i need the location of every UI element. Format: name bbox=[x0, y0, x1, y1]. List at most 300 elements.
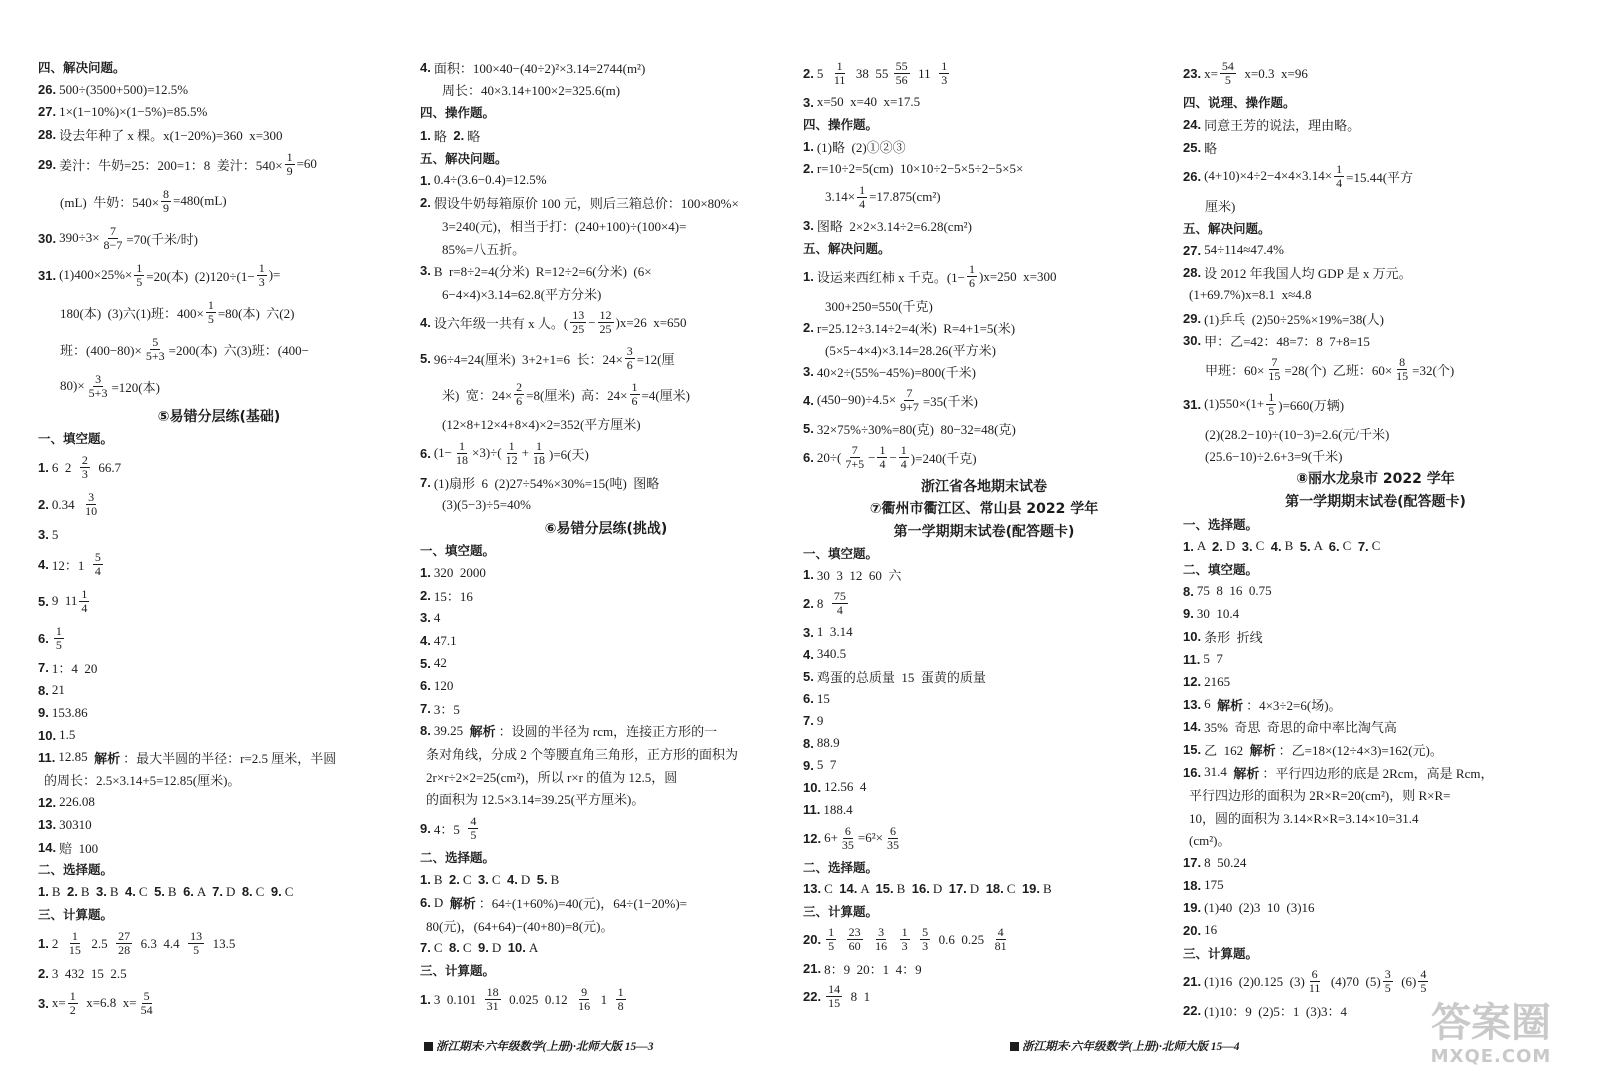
fraction bbox=[188, 930, 204, 957]
answer-text: 9 bbox=[51, 593, 65, 609]
fraction bbox=[485, 986, 501, 1013]
answer-text: =200(本) 六(3)班：(400− bbox=[168, 342, 309, 358]
fraction bbox=[531, 440, 547, 467]
answer-text: 1×(1−10%)×(1−5%)=85.5% bbox=[59, 103, 208, 119]
answer-line bbox=[1183, 783, 1568, 806]
item-number: 8. bbox=[803, 735, 814, 751]
item-number: 2. bbox=[803, 596, 814, 611]
fraction-numerator: 3 bbox=[1384, 967, 1391, 982]
answer-column bbox=[803, 56, 1165, 1014]
answer-line bbox=[803, 957, 1165, 979]
answer-text: C bbox=[433, 939, 450, 955]
answer-line bbox=[1183, 806, 1568, 829]
fraction bbox=[877, 444, 887, 471]
answer-line bbox=[38, 546, 400, 583]
answer-text: x=0.3 x=96 bbox=[1237, 65, 1308, 81]
bold-label: 18. bbox=[985, 881, 1004, 897]
fraction-denominator: 31 bbox=[486, 999, 499, 1014]
fraction bbox=[899, 444, 909, 471]
answer-line bbox=[1183, 874, 1568, 897]
answer-text: (3)(5−3)÷5=40% bbox=[442, 497, 531, 513]
answer-line bbox=[803, 418, 1165, 440]
answer-line bbox=[38, 368, 400, 405]
fraction-denominator: 5 bbox=[828, 939, 835, 954]
answer-line bbox=[803, 180, 1165, 215]
answer-line bbox=[38, 925, 400, 962]
fraction-numerator: 14 bbox=[828, 982, 841, 997]
fraction bbox=[1266, 356, 1282, 383]
section-heading: 四、解决问题。 bbox=[38, 60, 126, 76]
fraction-denominator: 7+5 bbox=[845, 457, 865, 472]
answer-column bbox=[38, 56, 400, 1022]
answer-line bbox=[1183, 580, 1568, 603]
fraction-denominator: 3 bbox=[901, 939, 908, 954]
answer-line bbox=[38, 724, 400, 746]
fraction bbox=[630, 381, 640, 408]
answer-text: 假设牛奶每箱原价 100 元，则后三箱总价：100×80%× bbox=[433, 196, 739, 212]
answer-text: (1)550×(1+ bbox=[1204, 396, 1265, 412]
answer-line bbox=[38, 183, 400, 220]
item-number: 3. bbox=[420, 610, 431, 626]
item-number: 7. bbox=[38, 660, 49, 676]
answer-text: A bbox=[1313, 538, 1329, 554]
answer-line bbox=[420, 629, 792, 652]
answer-line bbox=[1183, 535, 1568, 558]
fraction-denominator: 5 bbox=[1224, 73, 1231, 87]
bold-label: 17. bbox=[948, 881, 967, 897]
answer-text: D bbox=[225, 883, 242, 899]
section-heading: 一、选择题。 bbox=[1183, 516, 1259, 532]
answer-text: 153.86 bbox=[51, 704, 88, 720]
page-footer bbox=[424, 1038, 654, 1054]
answer-line bbox=[803, 316, 1165, 338]
item-number: 13. bbox=[803, 881, 822, 897]
fraction bbox=[1383, 968, 1393, 995]
item-number: 9. bbox=[1183, 606, 1194, 622]
footer-marker bbox=[1010, 1042, 1019, 1051]
answer-line bbox=[38, 679, 400, 701]
answer-text: 30 3 12 60 六 bbox=[816, 568, 902, 584]
bold-label: 5. bbox=[154, 884, 165, 900]
item-number: 18. bbox=[1183, 877, 1202, 893]
fraction-denominator: 3 bbox=[81, 467, 88, 482]
answer-text: B bbox=[896, 880, 912, 896]
item-number: 3. bbox=[803, 364, 814, 380]
item-number: 9. bbox=[803, 757, 814, 773]
fraction-denominator: 4 bbox=[1336, 175, 1343, 190]
fraction bbox=[1307, 968, 1323, 995]
fraction-numerator: 1 bbox=[258, 260, 265, 275]
answer-text: 96÷4=24(厘米) 3+2+1=6 长：24× bbox=[433, 352, 623, 368]
fraction bbox=[161, 188, 171, 215]
fraction bbox=[139, 990, 155, 1017]
bold-label: 4. bbox=[1270, 538, 1282, 554]
fraction bbox=[993, 926, 1009, 953]
answer-text: 42 bbox=[433, 655, 447, 671]
fraction bbox=[54, 625, 64, 652]
answer-line bbox=[420, 810, 792, 846]
answer-text: 10，圆的面积为 3.14×R×R=3.14×10=31.4 bbox=[1189, 810, 1419, 826]
answer-text: ：乙=18×(12÷4×3)=162(元)。 bbox=[1278, 743, 1443, 759]
answer-line bbox=[38, 257, 400, 294]
section-heading: 三、计算题。 bbox=[38, 907, 114, 923]
fraction-numerator: 4 bbox=[1420, 967, 1427, 982]
item-number: 11. bbox=[38, 749, 56, 765]
answer-line bbox=[38, 486, 400, 523]
answer-line bbox=[1183, 329, 1568, 352]
fraction-numerator: 5 bbox=[143, 988, 150, 1003]
answer-text: B bbox=[51, 883, 68, 899]
answer-text: 4：5 bbox=[433, 821, 467, 837]
answer-line bbox=[1183, 603, 1568, 626]
answer-text: 80)× bbox=[60, 378, 85, 394]
answer-text: )=660(万辆) bbox=[1278, 397, 1345, 413]
bold-label: 解析 bbox=[449, 896, 476, 912]
answer-line bbox=[803, 878, 1165, 900]
item-number: 12. bbox=[803, 830, 822, 846]
answer-line bbox=[1183, 422, 1568, 445]
item-number: 30. bbox=[1183, 333, 1202, 349]
answer-text: ：64÷(1+60%)=40(元)，64÷(1−20%)= bbox=[478, 896, 687, 912]
answer-text: 21 bbox=[51, 682, 65, 698]
item-number: 4. bbox=[803, 646, 814, 662]
answer-text: 40×2÷(55%−45%)=800(千米) bbox=[816, 365, 976, 381]
answer-line bbox=[1183, 239, 1568, 262]
fraction-denominator: 6 bbox=[626, 358, 633, 373]
fraction-numerator: 12 bbox=[599, 308, 612, 323]
answer-line bbox=[420, 765, 792, 788]
item-number: 1. bbox=[38, 884, 49, 900]
answer-text: 6 bbox=[1204, 696, 1218, 712]
answer-text: =17.875(cm²) bbox=[869, 189, 941, 205]
section-title: 第一学期期末试卷(配答题卡) bbox=[1285, 494, 1466, 511]
fraction-numerator: 1 bbox=[1268, 389, 1275, 404]
fraction bbox=[826, 926, 836, 953]
answer-text: (1)16 (2)0.125 (3) bbox=[1204, 973, 1305, 989]
item-number: 5. bbox=[420, 655, 431, 671]
section-heading: 二、填空题。 bbox=[1183, 561, 1259, 577]
bold-label: 14. bbox=[839, 881, 858, 897]
item-number: 3. bbox=[803, 624, 814, 640]
item-number: 25. bbox=[1183, 139, 1202, 155]
fraction-denominator: 8−7 bbox=[103, 237, 123, 252]
fraction-numerator: 1 bbox=[901, 925, 908, 940]
answer-text: (1− bbox=[433, 445, 453, 461]
answer-text: 3.14× bbox=[825, 189, 856, 205]
answer-text: 1 3.14 bbox=[816, 624, 853, 640]
answer-text: D bbox=[520, 871, 537, 887]
answer-line bbox=[38, 620, 400, 657]
watermark-logo-text: 答案圈 bbox=[1431, 1000, 1551, 1046]
answer-line bbox=[420, 124, 792, 147]
answer-text: )x=26 x=650 bbox=[615, 314, 687, 330]
item-number: 28. bbox=[1183, 265, 1202, 281]
item-number: 12. bbox=[1183, 674, 1202, 690]
fraction-numerator: 1 bbox=[1336, 161, 1343, 176]
fraction-numerator: 13 bbox=[190, 929, 203, 944]
answer-text: 甲：乙=42：48=7：8 7+8=15 bbox=[1204, 334, 1370, 350]
answer-text: =60 bbox=[296, 156, 317, 172]
answer-text: =70(千米/时) bbox=[126, 231, 198, 247]
fraction-denominator: 60 bbox=[848, 939, 861, 954]
answer-text: ：设圆的半径为 rcm，连接正方形的一 bbox=[498, 724, 718, 740]
item-number: 2. bbox=[803, 161, 814, 177]
bold-label: 10. bbox=[507, 940, 526, 956]
fraction bbox=[625, 345, 635, 372]
item-number: 5. bbox=[38, 593, 49, 609]
item-number: 10. bbox=[38, 727, 57, 743]
item-number: 10. bbox=[803, 779, 822, 795]
item-number: 4. bbox=[420, 315, 431, 331]
answer-text: 1：4 20 bbox=[51, 661, 98, 677]
item-number: 20. bbox=[1183, 922, 1202, 938]
answer-text: 米) 宽：24× bbox=[442, 388, 513, 404]
answer-text: B bbox=[1284, 538, 1300, 554]
item-number: 7. bbox=[420, 700, 431, 716]
answer-line bbox=[38, 101, 400, 123]
answer-text: 32×75%÷30%=80(克) 80−32=48(克) bbox=[816, 422, 1016, 438]
answer-line bbox=[420, 377, 792, 413]
bold-label: 8. bbox=[449, 940, 460, 956]
fraction-denominator: 3 bbox=[258, 274, 265, 289]
item-number: 15. bbox=[1183, 742, 1202, 758]
answer-text: 80(元)，(64+64)−(40+80)=8(元)。 bbox=[426, 918, 614, 934]
fraction-denominator: 15 bbox=[1396, 368, 1409, 383]
answer-text: (6) bbox=[1394, 973, 1417, 989]
fraction-denominator: 5 bbox=[470, 827, 477, 842]
answer-line bbox=[420, 720, 792, 743]
fraction bbox=[504, 440, 520, 467]
bold-label: 解析 bbox=[1217, 697, 1244, 713]
fraction bbox=[454, 440, 470, 467]
fraction-numerator: 1 bbox=[879, 443, 886, 458]
bold-label: 2. bbox=[67, 884, 78, 900]
fraction-denominator: 9+7 bbox=[900, 399, 919, 414]
answer-line bbox=[420, 674, 792, 697]
answer-text: 0.34 bbox=[51, 496, 82, 512]
bold-label: 3. bbox=[478, 872, 489, 888]
answer-text: 300+250=550(千克) bbox=[825, 298, 933, 314]
fraction-numerator: 9 bbox=[581, 985, 588, 1000]
answer-text: 赔 100 bbox=[59, 840, 99, 856]
fraction bbox=[116, 930, 132, 957]
item-number: 4. bbox=[803, 392, 814, 408]
answer-text bbox=[865, 932, 872, 948]
fraction-denominator: 6 bbox=[969, 276, 976, 291]
fraction-denominator: 5 bbox=[55, 637, 62, 652]
fraction bbox=[1266, 391, 1276, 418]
fraction-denominator: 9 bbox=[286, 163, 293, 178]
item-number: 13. bbox=[1183, 696, 1202, 712]
fraction-numerator: 18 bbox=[486, 985, 499, 1000]
answer-text: 15：16 bbox=[433, 588, 473, 604]
item-number: 7. bbox=[420, 940, 431, 956]
answer-line bbox=[1183, 964, 1568, 999]
watermark bbox=[1416, 1000, 1566, 1068]
answer-text: =35(千米) bbox=[922, 393, 978, 409]
fraction-numerator: 1 bbox=[859, 182, 866, 197]
answer-text: B bbox=[109, 883, 126, 899]
fraction-numerator: 1 bbox=[828, 925, 835, 940]
answer-line bbox=[803, 665, 1165, 687]
answer-text: r=25.12÷3.14÷2=4(米) R=4+1=5(米) bbox=[816, 320, 1016, 336]
answer-line bbox=[38, 962, 400, 984]
fraction bbox=[857, 184, 867, 211]
answer-text: 同意王芳的说法，理由略。 bbox=[1204, 118, 1361, 134]
answer-text: C bbox=[1371, 538, 1381, 554]
item-number: 14. bbox=[1183, 719, 1202, 735]
answer-line bbox=[38, 146, 400, 183]
answer-line bbox=[420, 697, 792, 720]
answer-text: 6.3 4.4 bbox=[134, 935, 187, 951]
answer-text: 厘米) bbox=[1205, 198, 1236, 214]
fraction-numerator: 3 bbox=[626, 344, 633, 359]
answer-text: + bbox=[521, 445, 529, 461]
answer-text: A bbox=[860, 880, 876, 896]
fraction-numerator: 1 bbox=[69, 988, 76, 1003]
fraction-denominator: 4 bbox=[94, 563, 101, 578]
item-number: 19. bbox=[1183, 900, 1202, 916]
answer-line bbox=[803, 339, 1165, 361]
item-number: 7. bbox=[803, 713, 814, 729]
answer-line bbox=[38, 881, 400, 903]
fraction bbox=[257, 262, 267, 289]
answer-text: 9 bbox=[816, 712, 824, 728]
answer-text: 6−4×4)×3.14=62.8(平方分米) bbox=[442, 286, 602, 302]
answer-text: C bbox=[462, 939, 479, 955]
answer-line bbox=[38, 523, 400, 545]
answer-text: C bbox=[255, 883, 271, 899]
answer-line bbox=[420, 562, 792, 585]
answer-line bbox=[1183, 829, 1568, 852]
answer-text: )=6(天) bbox=[548, 446, 589, 462]
fraction-numerator: 4 bbox=[470, 813, 477, 828]
answer-text: x=50 x=40 x=17.5 bbox=[816, 94, 921, 110]
answer-text: =4(厘米) bbox=[641, 388, 690, 404]
answer-text: D bbox=[491, 939, 508, 955]
answer-line bbox=[38, 813, 400, 835]
bold-label: 8. bbox=[241, 884, 253, 900]
answer-line bbox=[803, 440, 1165, 475]
answer-text: 30 10.4 bbox=[1196, 605, 1240, 621]
fraction-numerator: 1 bbox=[969, 262, 976, 277]
answer-line bbox=[420, 742, 792, 765]
fraction-numerator: 1 bbox=[55, 623, 62, 638]
fraction bbox=[843, 444, 866, 471]
section-title: ⑥易错分层练(挑战) bbox=[544, 520, 668, 537]
fraction bbox=[87, 373, 110, 400]
item-number: 31. bbox=[38, 267, 57, 283]
fraction-denominator: 4 bbox=[81, 600, 88, 615]
answer-text: 鸡蛋的总质量 15 蛋黄的质量 bbox=[816, 669, 986, 685]
answer-text: =15.44(平方 bbox=[1346, 169, 1414, 185]
answer-text: 班：(400−80)× bbox=[60, 342, 142, 358]
fraction-numerator: 1 bbox=[941, 59, 948, 73]
answer-text: =480(mL) bbox=[173, 193, 227, 209]
fraction-denominator: 25 bbox=[572, 322, 585, 337]
answer-line bbox=[803, 361, 1165, 383]
fraction bbox=[1394, 356, 1410, 383]
answer-text: 500÷(3500+500)=12.5% bbox=[59, 81, 189, 97]
fraction-denominator: 16 bbox=[875, 939, 888, 954]
answer-line bbox=[1183, 693, 1568, 716]
answer-text: − bbox=[889, 449, 897, 465]
answer-text: 6+ bbox=[824, 830, 838, 846]
fraction bbox=[885, 825, 901, 852]
answer-text: − bbox=[868, 449, 876, 465]
section-heading: 四、操作题。 bbox=[420, 105, 496, 121]
answer-text: C bbox=[1006, 880, 1022, 896]
item-number: 23. bbox=[1183, 66, 1202, 81]
answer-text: 0.4÷(3.6−0.4)=12.5% bbox=[433, 172, 547, 188]
answer-text: 340.5 bbox=[816, 646, 847, 662]
answer-line bbox=[38, 220, 400, 257]
fraction bbox=[1418, 968, 1428, 995]
answer-text: 乙 162 bbox=[1204, 743, 1250, 759]
answer-line bbox=[1183, 56, 1568, 91]
answer-line bbox=[803, 564, 1165, 586]
item-number: 3. bbox=[803, 218, 814, 234]
fraction-numerator: 1 bbox=[286, 149, 293, 164]
answer-line bbox=[803, 922, 1165, 957]
item-number: 2. bbox=[803, 66, 814, 81]
answer-text: B bbox=[550, 871, 560, 887]
answer-text: 320 2000 bbox=[433, 564, 486, 580]
fraction-denominator: 15 bbox=[68, 943, 81, 958]
fraction-numerator: 13 bbox=[572, 308, 585, 323]
bold-label: 19. bbox=[1021, 881, 1041, 897]
answer-text: 平行四边形的面积为 2R×R=20(cm²)，则 R×R= bbox=[1189, 788, 1451, 804]
answer-text: 12：1 bbox=[51, 557, 91, 573]
answer-line bbox=[38, 702, 400, 724]
item-number: 6. bbox=[420, 445, 431, 461]
answer-text: B r=8÷2=4(分米) R=12÷2=6(分米) (6× bbox=[433, 264, 652, 280]
answer-line bbox=[1183, 919, 1568, 942]
fraction-denominator: 6 bbox=[516, 394, 523, 409]
section-heading: 二、选择题。 bbox=[420, 850, 496, 866]
fraction bbox=[134, 262, 144, 289]
answer-line bbox=[1183, 352, 1568, 387]
item-number: 1. bbox=[803, 567, 814, 583]
fraction bbox=[144, 336, 167, 363]
answer-line bbox=[803, 754, 1165, 776]
item-number: 17. bbox=[1183, 855, 1202, 871]
mixed-whole: 11 bbox=[64, 593, 78, 609]
answer-line bbox=[1183, 648, 1568, 671]
fraction bbox=[826, 983, 842, 1010]
item-number: 1. bbox=[1183, 538, 1194, 554]
answer-text: (12×8+12×4+8×4)×2=352(平方厘米) bbox=[442, 417, 641, 433]
item-number: 2. bbox=[38, 966, 49, 982]
fraction-denominator: 2 bbox=[69, 1002, 76, 1017]
fraction-denominator: 6 bbox=[631, 394, 638, 409]
answer-line bbox=[420, 471, 792, 494]
fraction bbox=[832, 590, 848, 617]
answer-text: 8 1 bbox=[844, 988, 871, 1004]
answer-text: (450−90)÷4.5× bbox=[816, 392, 897, 408]
answer-text: 75 8 16 0.75 bbox=[1196, 583, 1272, 599]
fraction-denominator: 10 bbox=[85, 504, 98, 519]
item-number: 3. bbox=[38, 995, 49, 1011]
answer-column bbox=[420, 56, 792, 1018]
fraction-numerator: 54 bbox=[1221, 59, 1234, 73]
fraction-numerator: 7 bbox=[109, 223, 116, 238]
fraction bbox=[67, 930, 83, 957]
answer-text: 85%=八五折。 bbox=[442, 241, 526, 257]
answer-line bbox=[1183, 738, 1568, 761]
fraction-denominator: 35 bbox=[841, 837, 854, 852]
item-number: 31. bbox=[1183, 396, 1202, 412]
